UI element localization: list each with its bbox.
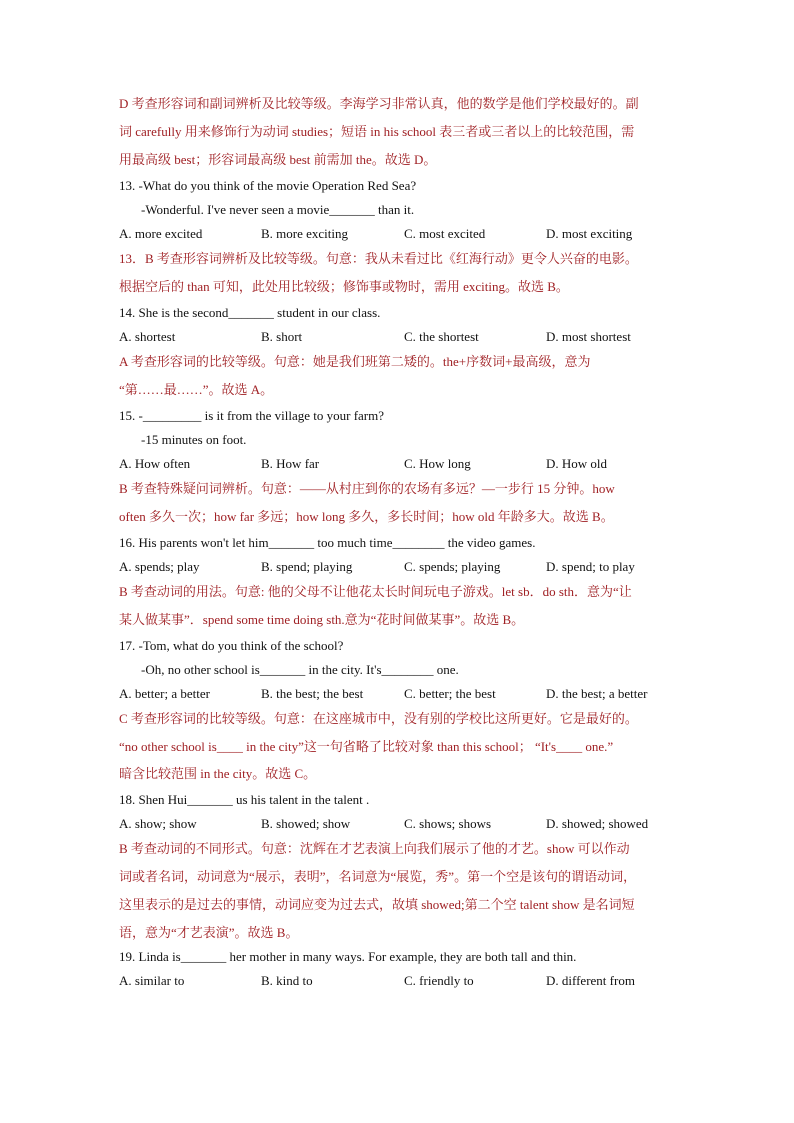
- options-row: [119, 224, 678, 244]
- answer-explanation-line: 13．B 考查形容词辨析及比较等级。句意：我从未看过比《红海行动》更令人兴奋的电影。: [119, 251, 638, 266]
- answer-explanation-line: 暗含比较范围 in the city。故选 C。: [119, 766, 317, 781]
- option-b: B. kind to: [261, 973, 313, 988]
- question-line: 17. -Tom, what do you think of the school?: [119, 638, 344, 653]
- option-a: A. spends; play: [119, 559, 200, 574]
- answer-explanation-line: “第……最……”。故选 A。: [119, 382, 274, 397]
- question-line: 18. Shen Hui_______ us his talent in the talent .: [119, 792, 370, 807]
- answer-explanation-line: B 考查动词的用法。句意: 他的父母不让他花太长时间玩电子游戏。let sb．do sth．意为“让: [119, 584, 632, 599]
- answer-explanation-line: 词 carefully 用来修饰行为动词 studies；短语 in his school 表三者或三者以上的比较范围，需: [119, 124, 635, 139]
- options-row: [119, 557, 678, 577]
- option-d: D. How old: [546, 456, 608, 471]
- answer-explanation-line: often 多久一次；how far 多远；how long 多久，多长时间；how old 年龄多大。故选 B。: [119, 509, 614, 524]
- option-a: A. better; a better: [119, 686, 210, 701]
- option-b: B. more exciting: [261, 226, 349, 241]
- option-c: C. How long: [404, 456, 471, 471]
- option-a: A. shortest: [119, 329, 176, 344]
- answer-explanation-line: 用最高级 best；形容词最高级 best 前需加 the。故选 D。: [119, 152, 437, 167]
- option-d: D. different from: [546, 973, 635, 988]
- options-row: [119, 454, 678, 474]
- answer-explanation-line: B 考查动词的不同形式。句意：沈辉在才艺表演上向我们展示了他的才艺。show 可以作动: [119, 841, 630, 856]
- option-a: A. similar to: [119, 973, 185, 988]
- question-continuation-line: -Wonderful. I've never seen a movie_______ than it.: [141, 202, 415, 217]
- question-line: 16. His parents won't let him_______ too much time________ the video games.: [119, 535, 536, 550]
- option-d: D. showed; showed: [546, 816, 649, 831]
- option-c: C. shows; shows: [404, 816, 492, 831]
- option-c: C. spends; playing: [404, 559, 501, 574]
- answer-explanation-line: B 考查特殊疑问词辨析。句意：——从村庄到你的农场有多远？—一步行 15 分钟。how: [119, 481, 615, 496]
- option-a: A. show; show: [119, 816, 197, 831]
- option-b: B. showed; show: [261, 816, 351, 831]
- option-b: B. How far: [261, 456, 320, 471]
- answer-explanation-line: D 考查形容词和副词辨析及比较等级。李海学习非常认真，他的数学是他们学校最好的。副: [119, 96, 639, 111]
- option-d: D. most shortest: [546, 329, 631, 344]
- option-d: D. most exciting: [546, 226, 633, 241]
- answer-explanation-line: 这里表示的是过去的事情，动词应变为过去式，故填 showed;第二个空 talent show 是名词短: [119, 897, 635, 912]
- answer-explanation-line: 语，意为“才艺表演”。故选 B。: [119, 925, 299, 940]
- question-continuation-line: -Oh, no other school is_______ in the city. It's________ one.: [141, 662, 459, 677]
- options-row: [119, 814, 678, 834]
- answer-explanation-line: 词或者名词，动词意为“展示，表明”，名词意为“展览，秀”。第一个空是该句的谓语动词，: [119, 869, 637, 884]
- question-line: 14. She is the second_______ student in our class.: [119, 305, 381, 320]
- option-b: B. the best; the best: [261, 686, 364, 701]
- question-line: 13. -What do you think of the movie Operation Red Sea?: [119, 178, 417, 193]
- option-c: C. most excited: [404, 226, 486, 241]
- option-a: A. more excited: [119, 226, 203, 241]
- answer-explanation-line: “no other school is____ in the city”这一句省略了比较对象 than this school； “It's____ one.”: [119, 739, 614, 754]
- option-b: B. spend; playing: [261, 559, 353, 574]
- answer-explanation-line: A 考查形容词的比较等级。句意：她是我们班第二矮的。the+序数词+最高级，意为: [119, 354, 591, 369]
- option-c: C. the shortest: [404, 329, 479, 344]
- question-line: 19. Linda is_______ her mother in many ways. For example, they are both tall and thin.: [119, 949, 577, 964]
- option-c: C. friendly to: [404, 973, 474, 988]
- question-continuation-line: -15 minutes on foot.: [141, 432, 247, 447]
- question-line: 15. -_________ is it from the village to your farm?: [119, 408, 385, 423]
- options-row: [119, 327, 678, 347]
- options-row: [119, 971, 678, 991]
- option-a: A. How often: [119, 456, 191, 471]
- option-c: C. better; the best: [404, 686, 496, 701]
- option-b: B. short: [261, 329, 303, 344]
- option-d: D. spend; to play: [546, 559, 635, 574]
- option-d: D. the best; a better: [546, 686, 648, 701]
- options-row: [119, 684, 678, 704]
- answer-explanation-line: C 考查形容词的比较等级。句意：在这座城市中，没有别的学校比这所更好。它是最好的。: [119, 711, 638, 726]
- answer-explanation-line: 根据空后的 than 可知，此处用比较级；修饰事或物时，需用 exciting。故选 B。: [119, 279, 569, 294]
- answer-explanation-line: 某人做某事”．spend some time doing sth.意为“花时间做某事”。故选 B。: [119, 612, 525, 627]
